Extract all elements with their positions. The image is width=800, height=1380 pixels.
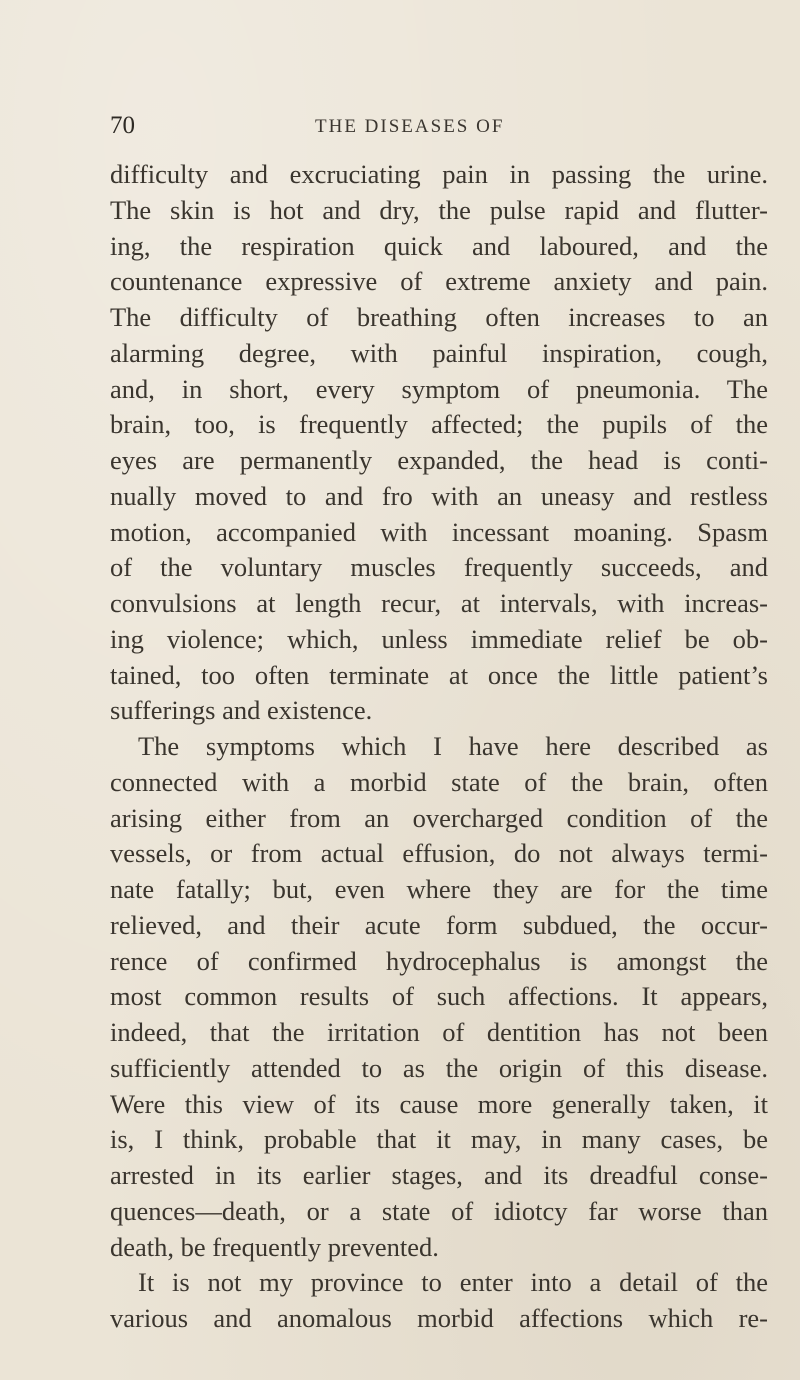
text-line: Were this view of its cause more generally taken, it (110, 1088, 768, 1119)
text-line: The difficulty of breathing often increases to an (110, 302, 768, 332)
text-line: brain, too, is frequently affected; the pupils of the (110, 409, 768, 440)
text-line: relieved, and their acute form subdued, the occur- (110, 909, 768, 940)
text-line: ing violence; which, unless immediate relief be ob- (110, 623, 768, 654)
text-line: most common results of such affections. It appears, (110, 981, 768, 1012)
text-line: The skin is hot and dry, the pulse rapid and flutter- (110, 194, 768, 225)
text-line: alarming degree, with painful inspiration, cough, (110, 337, 768, 368)
text-line: arrested in its earlier stages, and its dreadful conse- (110, 1160, 768, 1190)
text-line: arising either from an overcharged condition of the (110, 802, 768, 833)
text-line: rence of confirmed hydrocephalus is amongst the (110, 945, 768, 976)
paragraph-start-line: The symptoms which I have here described as (138, 731, 768, 761)
paragraph-end-line: sufferings and existence. (110, 695, 373, 726)
running-title: THE DISEASES OF (315, 116, 505, 137)
text-line: and, in short, every symptom of pneumonia. The (110, 373, 768, 404)
text-line: countenance expressive of extreme anxiety and pain. (110, 266, 768, 297)
paragraph-end-line: death, be frequently prevented. (110, 1231, 439, 1262)
text-line: various and anomalous morbid affections which re- (110, 1303, 768, 1333)
text-line: ing, the respiration quick and laboured, and the (110, 230, 768, 261)
page-number: 70 (110, 112, 135, 139)
text-line: nate fatally; but, even where they are for the time (110, 874, 768, 904)
text-line: indeed, that the irritation of dentition has not been (110, 1017, 768, 1047)
text-line: quences—death, or a state of idiotcy far worse than (110, 1195, 768, 1226)
running-head (110, 112, 770, 142)
text-line: convulsions at length recur, at intervals, with increas- (110, 588, 768, 618)
text-line: nually moved to and fro with an uneasy and restless (110, 480, 768, 511)
text-line: tained, too often terminate at once the little patient’s (110, 659, 768, 690)
text-line: of the voluntary muscles frequently succeeds, and (110, 552, 768, 583)
text-line: vessels, or from actual effusion, do not always termi- (110, 838, 768, 869)
text-line: sufficiently attended to as the origin of this disease. (110, 1052, 768, 1083)
text-line: is, I think, probable that it may, in many cases, be (110, 1124, 768, 1155)
text-line: difficulty and excruciating pain in passing the urine. (110, 159, 768, 189)
text-line: eyes are permanently expanded, the head is conti- (110, 445, 768, 475)
text-line: motion, accompanied with incessant moaning. Spasm (110, 516, 768, 547)
paragraph-start-line: It is not my province to enter into a detail of the (138, 1267, 768, 1298)
body-text (110, 157, 768, 1337)
text-line: connected with a morbid state of the brain, often (110, 766, 768, 797)
